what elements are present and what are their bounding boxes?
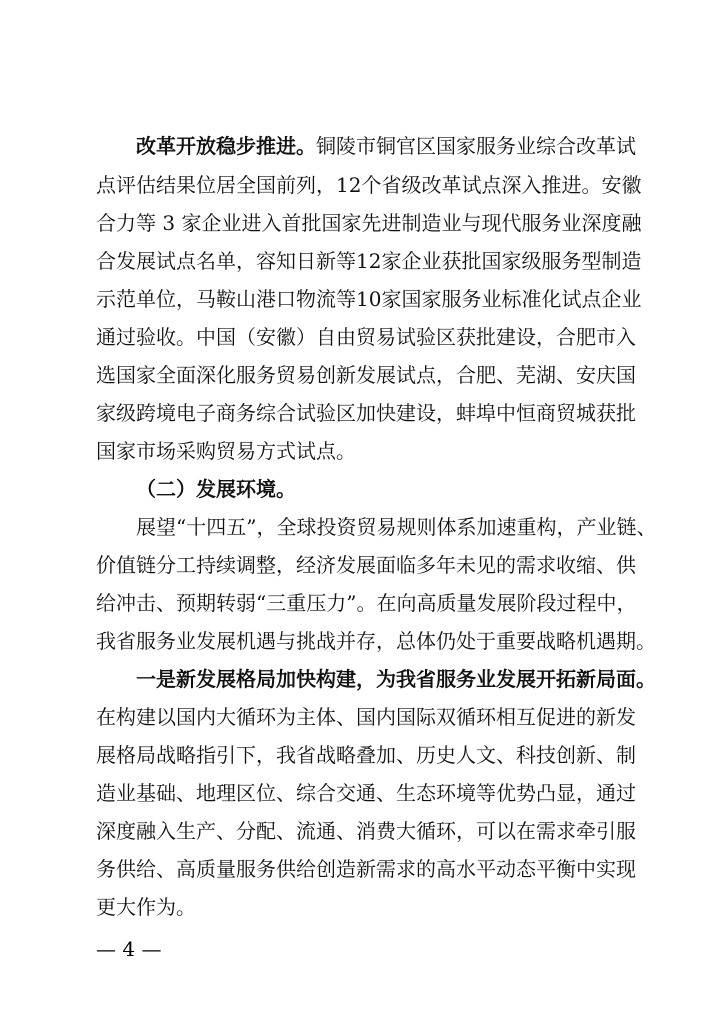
paragraph-lead: 一是新发展格局加快构建，为我省服务业发展开拓新局面。 bbox=[136, 667, 656, 691]
paragraph-line: 点评估结果位居全国前列，12个省级改革试点深入推进。安徽 bbox=[96, 173, 642, 197]
paragraph-line: 国家市场采购贸易方式试点。 bbox=[96, 439, 356, 463]
paragraph-line: 展格局战略指引下，我省战略叠加、历史人文、科技创新、制 bbox=[96, 743, 636, 767]
paragraph-line: 深度融入生产、分配、流通、消费大循环，可以在需求牵引服 bbox=[96, 819, 636, 843]
paragraph-line: 价值链分工持续调整，经济发展面临多年未见的需求收缩、供 bbox=[96, 553, 636, 577]
paragraph-line: 造业基础、地理区位、综合交通、生态环境等优势凸显，通过 bbox=[96, 781, 636, 805]
paragraph-line: 合力等 3 家企业进入首批国家先进制造业与现代服务业深度融 bbox=[96, 211, 642, 235]
paragraph-line: 更大作为。 bbox=[96, 895, 196, 919]
paragraph-line: 示范单位，马鞍山港口物流等10家国家服务业标准化试点企业 bbox=[96, 287, 642, 311]
paragraph-line: 通过验收。中国（安徽）自由贸易试验区获批建设，合肥市入 bbox=[96, 325, 636, 349]
paragraph-line: 家级跨境电子商务综合试验区加快建设，蚌埠中恒商贸城获批 bbox=[96, 401, 636, 425]
section-heading: （二）发展环境。 bbox=[136, 477, 296, 501]
paragraph-line: 我省服务业发展机遇与挑战并存，总体仍处于重要战略机遇期。 bbox=[96, 629, 656, 653]
paragraph-line: 展望“十四五”，全球投资贸易规则体系加速重构，产业链、 bbox=[136, 515, 657, 539]
paragraph-lead: 改革开放稳步推进。 bbox=[136, 134, 316, 158]
paragraph-line: 在构建以国内大循环为主体、国内国际双循环相互促进的新发 bbox=[96, 705, 636, 729]
paragraph-line bbox=[136, 134, 636, 158]
paragraph-text: 铜陵市铜官区国家服务业综合改革试 bbox=[316, 134, 636, 158]
paragraph-line: 给冲击、预期转弱“三重压力”。在向高质量发展阶段过程中， bbox=[96, 591, 637, 615]
paragraph-line: 选国家全面深化服务贸易创新发展试点，合肥、芜湖、安庆国 bbox=[96, 363, 636, 387]
paragraph-line: 合发展试点名单，容知日新等12家企业获批国家级服务型制造 bbox=[96, 249, 642, 273]
page-number: — 4 — bbox=[96, 937, 162, 961]
paragraph-line: 务供给、高质量服务供给创造新需求的高水平动态平衡中实现 bbox=[96, 857, 636, 881]
